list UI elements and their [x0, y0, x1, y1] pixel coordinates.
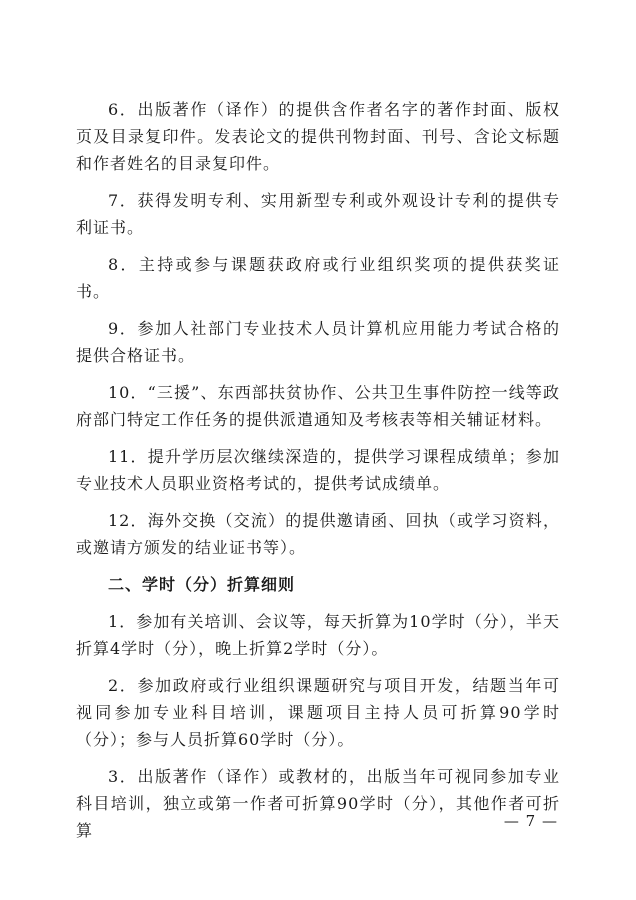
paragraph-item-9: 9．参加人社部门专业技术人员计算机应用能力考试合格的提供合格证书。 [76, 319, 560, 365]
paragraph-rule-3: 3．出版著作（译作）或教材的，出版当年可视同参加专业科目培训，独立或第一作者可折算90学时（分），其他作者可折算 [76, 767, 560, 840]
paragraph-item-11: 11．提升学历层次继续深造的，提供学习课程成绩单；参加专业技术人员职业资格考试的，提供考试成绩单。 [76, 447, 560, 493]
paragraph-item-10: 10．“三援”、东西部扶贫协作、公共卫生事件防控一线等政府部门特定工作任务的提供派遣通知及考核表等相关辅证材料。 [76, 383, 560, 429]
document-body [76, 96, 560, 854]
paragraph-item-12: 12．海外交换（交流）的提供邀请函、回执（或学习资料，或邀请方颁发的结业证书等）。 [76, 511, 560, 557]
section-heading: 二、学时（分）折算细则 [108, 575, 296, 594]
paragraph-item-8: 8．主持或参与课题获政府或行业组织奖项的提供获奖证书。 [76, 255, 560, 301]
paragraph-rule-2: 2．参加政府或行业组织课题研究与项目开发，结题当年可视同参加专业科目培训，课题项目主持人员可折算90学时（分）；参与人员折算60学时（分）。 [76, 676, 560, 749]
page-number: — 7 — [503, 812, 558, 830]
paragraph-item-6: 6．出版著作（译作）的提供含作者名字的著作封面、版权页及目录复印件。发表论文的提供刊物封面、刊号、含论文标题和作者姓名的目录复印件。 [76, 100, 560, 173]
paragraph-rule-1: 1．参加有关培训、会议等，每天折算为10学时（分），半天折算4学时（分），晚上折算2学时（分）。 [76, 612, 560, 658]
paragraph-item-7: 7．获得发明专利、实用新型专利或外观设计专利的提供专利证书。 [76, 191, 560, 237]
